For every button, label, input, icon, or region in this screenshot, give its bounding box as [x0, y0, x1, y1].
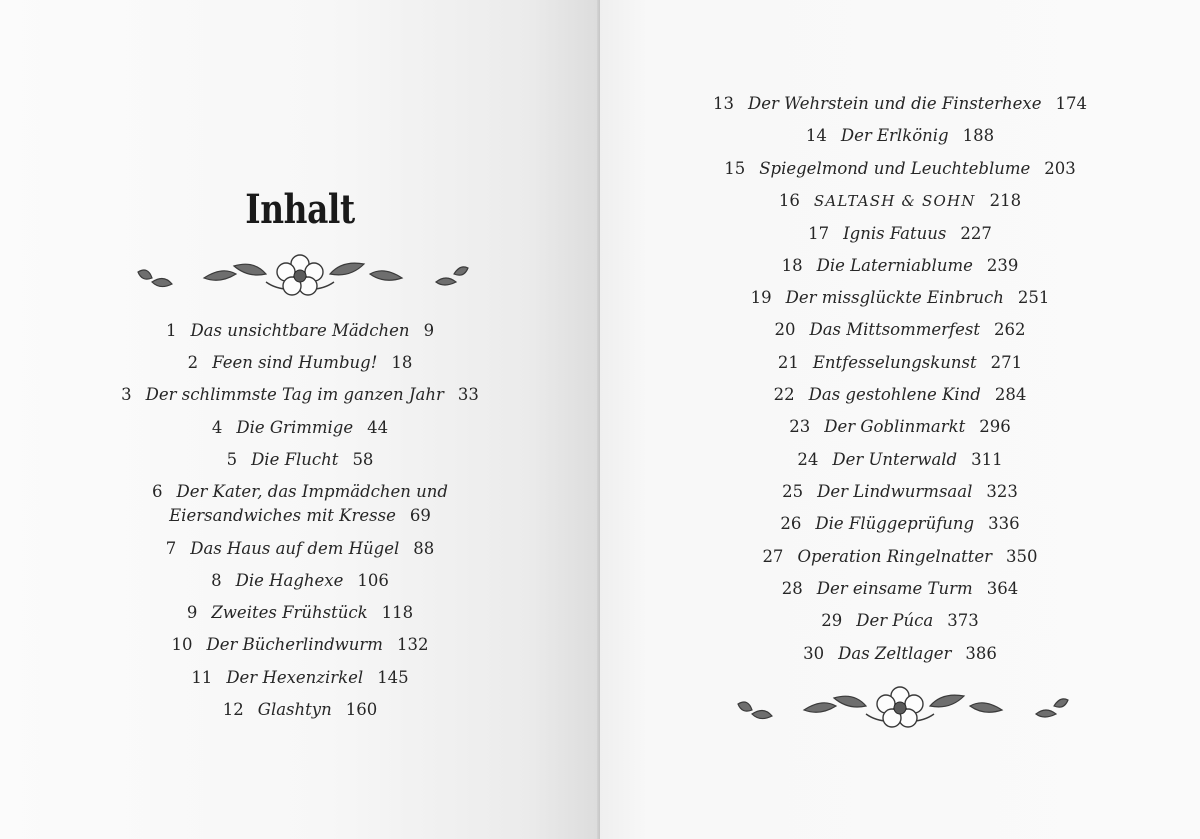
chapter-number: 3: [121, 385, 132, 404]
flower-leaf-vine-icon: [730, 684, 1075, 732]
chapter-title: Operation Ringelnatter: [797, 547, 993, 566]
page-number: 132: [396, 635, 429, 654]
chapter-title: Der Bücherlindwurm: [206, 635, 383, 654]
chapter-number: 28: [781, 579, 803, 598]
chapter-title: Das Zeltlager: [838, 644, 952, 663]
toc-entry[interactable]: [0, 448, 600, 472]
chapter-title: Der Erlkönig: [840, 126, 949, 145]
flower-leaf-vine-icon: [130, 252, 475, 300]
toc-entry[interactable]: [600, 609, 1200, 633]
chapter-title: Der einsame Turm: [816, 579, 973, 598]
chapter-title: Glashtyn: [257, 700, 332, 719]
chapter-title: Spiegelmond und Leuchteblume: [759, 159, 1031, 178]
chapter-number: 16: [778, 191, 800, 210]
page-number: 69: [409, 506, 431, 525]
chapter-number: 4: [211, 418, 223, 437]
toc-entry[interactable]: [0, 601, 600, 625]
chapter-number: 24: [797, 450, 819, 469]
toc-entry[interactable]: [0, 383, 600, 407]
page-number: 9: [423, 321, 435, 340]
chapter-title: Die Laterniablume: [816, 256, 973, 275]
toc-entry[interactable]: [0, 666, 600, 690]
page-number: 160: [345, 700, 378, 719]
toc-entry[interactable]: [600, 642, 1200, 666]
chapter-number: 27: [762, 547, 784, 566]
page-number: 218: [989, 191, 1022, 210]
toc-entry[interactable]: [600, 124, 1200, 148]
page-number: 188: [962, 126, 995, 145]
chapter-title: Ignis Fatuus: [843, 224, 947, 243]
chapter-number: 10: [171, 635, 193, 654]
chapter-title: Das gestohlene Kind: [808, 385, 981, 404]
toc-entry[interactable]: [600, 383, 1200, 407]
toc-entry[interactable]: [600, 480, 1200, 504]
chapter-number: 25: [782, 482, 804, 501]
chapter-title: Das Haus auf dem Hügel: [190, 539, 400, 558]
toc-entry[interactable]: [600, 351, 1200, 375]
toc-entry[interactable]: [0, 633, 600, 657]
chapter-number: 19: [750, 288, 772, 307]
chapter-title: Die Flucht: [251, 450, 339, 469]
right-page: [600, 0, 1200, 839]
page-number: 251: [1017, 288, 1050, 307]
toc-entry[interactable]: [600, 92, 1200, 116]
page-number: 373: [947, 611, 979, 630]
page-number: 311: [971, 450, 1003, 469]
page-number: 296: [979, 417, 1011, 436]
chapter-title: Der schlimmste Tag im ganzen Jahr: [145, 385, 444, 404]
page-number: 145: [377, 668, 409, 687]
toc-entry[interactable]: [0, 416, 600, 440]
chapter-title: Die Grimmige: [236, 418, 354, 437]
page-number: 118: [381, 603, 414, 622]
chapter-number: 26: [780, 514, 802, 533]
page-number: 336: [988, 514, 1020, 533]
page-number: 203: [1044, 159, 1076, 178]
page-number: 227: [960, 224, 992, 243]
chapter-title: Der Púca: [856, 611, 934, 630]
page-number: 284: [994, 385, 1027, 404]
toc-entry[interactable]: [600, 545, 1200, 569]
chapter-title: Der Kater, das Impmädchen und: [176, 482, 448, 501]
chapter-number: 9: [186, 603, 198, 622]
chapter-number: 22: [773, 385, 795, 404]
page-number: 58: [352, 450, 374, 469]
chapter-number: 1: [165, 321, 177, 340]
page-number: 18: [391, 353, 413, 372]
page-number: 174: [1055, 94, 1087, 113]
chapter-number: 14: [805, 126, 827, 145]
chapter-title: Der Lindwurmsaal: [817, 482, 973, 501]
page-number: 386: [965, 644, 997, 663]
chapter-title: Die Flüggeprüfung: [815, 514, 975, 533]
chapter-number: 11: [191, 668, 213, 687]
toc-entry[interactable]: [0, 698, 600, 722]
chapter-title: Der Unterwald: [832, 450, 958, 469]
page-title: Inhalt: [245, 186, 355, 233]
page-number: 323: [986, 482, 1018, 501]
page-number: 106: [357, 571, 389, 590]
page-number: 364: [986, 579, 1019, 598]
toc-entry[interactable]: [600, 157, 1200, 181]
toc-entry[interactable]: [600, 577, 1200, 601]
toc-entry[interactable]: [600, 286, 1200, 310]
page-number: 44: [367, 418, 389, 437]
toc-entry[interactable]: [0, 351, 600, 375]
toc-entry[interactable]: [600, 222, 1200, 246]
chapter-number: 12: [222, 700, 244, 719]
page-number: 88: [413, 539, 435, 558]
chapter-number: 29: [821, 611, 843, 630]
chapter-title: Der Goblinmarkt: [824, 417, 966, 436]
chapter-title: Das unsichtbare Mädchen: [190, 321, 410, 340]
chapter-number: 23: [789, 417, 811, 436]
chapter-title: Die Haghexe: [235, 571, 344, 590]
chapter-title: Der missglückte Einbruch: [785, 288, 1004, 307]
toc-entry[interactable]: [600, 512, 1200, 536]
chapter-number: 5: [226, 450, 238, 469]
chapter-title: Der Hexenzirkel: [226, 668, 364, 687]
chapter-number: 18: [781, 256, 803, 275]
page-number: 262: [994, 320, 1026, 339]
chapter-number: 2: [187, 353, 199, 372]
chapter-title: Zweites Frühstück: [211, 603, 368, 622]
chapter-title: Das Mittsommerfest: [809, 320, 981, 339]
chapter-number: 20: [774, 320, 796, 339]
chapter-number: 17: [808, 224, 830, 243]
toc-entry[interactable]: [600, 415, 1200, 439]
chapter-number: 15: [724, 159, 746, 178]
toc-entry[interactable]: [600, 189, 1200, 213]
page-number: 239: [986, 256, 1019, 275]
page-number: 271: [990, 353, 1023, 372]
chapter-number: 7: [165, 539, 177, 558]
chapter-number: 30: [803, 644, 825, 663]
chapter-number: 8: [211, 571, 222, 590]
page-number: 33: [457, 385, 479, 404]
chapter-title-line2: Eiersandwiches mit Kresse: [169, 506, 396, 525]
toc-entry[interactable]: [0, 537, 600, 561]
chapter-title: Der Wehrstein und die Finsterhexe: [747, 94, 1042, 113]
toc-entry[interactable]: [0, 480, 600, 504]
toc-entry-continued[interactable]: [0, 504, 600, 528]
toc-entry[interactable]: [0, 569, 600, 593]
chapter-number: 6: [152, 482, 163, 501]
chapter-number: 21: [777, 353, 799, 372]
page-number: 350: [1006, 547, 1038, 566]
chapter-title: Entfesselungskunst: [812, 353, 977, 372]
toc-entry[interactable]: [600, 448, 1200, 472]
toc-entry[interactable]: [600, 318, 1200, 342]
toc-entry[interactable]: [600, 254, 1200, 278]
toc-entry[interactable]: [0, 319, 600, 343]
chapter-number: 13: [712, 94, 734, 113]
chapter-title: Feen sind Humbug!: [212, 353, 378, 372]
chapter-title: SALTASH & SOHN: [813, 192, 976, 210]
